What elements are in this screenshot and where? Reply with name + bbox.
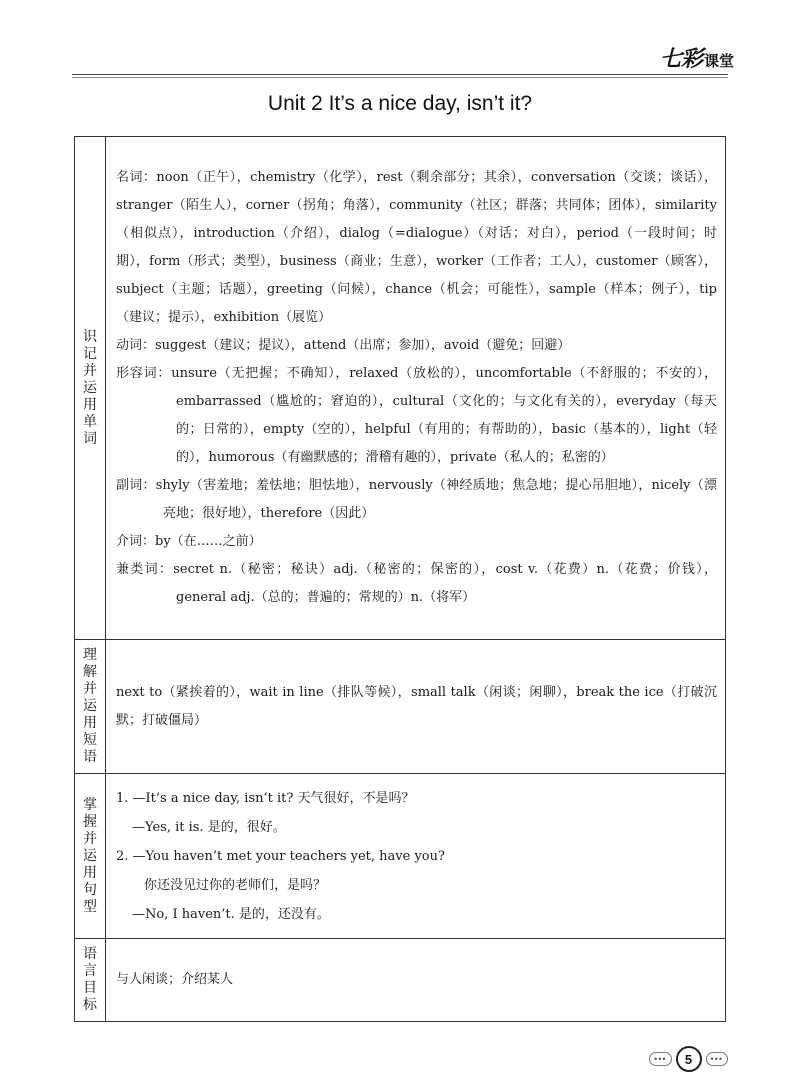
multi-class-entry: 兼类词：secret n.（秘密；秘诀）adj.（秘密的；保密的），cost v.（花费）n.（花费；价钱），general adj.（总的；普遍的；常规的）n.（将军） <box>116 562 717 605</box>
goals-text: 与人闲谈；介绍某人 <box>116 972 234 987</box>
brand-logo-script: 七彩 <box>659 46 702 72</box>
sentences-content <box>106 774 726 939</box>
label-char: 语 <box>83 946 97 962</box>
page-number: 5 <box>676 1046 702 1072</box>
adverbs-entry: 副词：shyly（害羞地；羞怯地；胆怯地），nervously（神经质地；焦急地；提心吊胆地），nicely（漂亮地；很好地），therefore（因此） <box>116 478 717 521</box>
label-char: 记 <box>83 345 97 362</box>
label-char: 握 <box>83 813 97 830</box>
section-label-sentences <box>75 797 105 916</box>
label-cell-sentences <box>75 774 106 939</box>
label-char: 用 <box>83 715 97 731</box>
vocab-table <box>74 136 726 1022</box>
sentence-line: 1. —It’s a nice day, isn’t it? 天气很好，不是吗？ <box>116 790 415 806</box>
label-cell-phrases <box>75 640 106 774</box>
phrases-content <box>106 640 726 774</box>
row-words <box>75 137 726 640</box>
sentence-line: —No, I haven’t. 是的，还没有。 <box>132 906 330 922</box>
goals-content <box>106 939 726 1022</box>
label-char: 句 <box>83 881 97 898</box>
verbs-entry: 动词：suggest（建议；提议），attend（出席；参加），avoid（避免；回避） <box>116 338 571 353</box>
sentence-line: 你还没见过你的老师们，是吗？ <box>144 877 327 893</box>
label-char: 并 <box>83 830 97 847</box>
dots-left-icon: ••• <box>649 1052 671 1066</box>
label-char: 标 <box>83 997 97 1013</box>
label-char: 运 <box>83 379 97 396</box>
label-char: 解 <box>83 664 97 680</box>
header-rule <box>72 74 728 75</box>
label-char: 型 <box>83 898 97 915</box>
section-label-goals <box>75 946 105 1014</box>
row-sentences <box>75 774 726 939</box>
words-content <box>106 137 726 640</box>
label-char: 用 <box>83 396 97 413</box>
row-goals <box>75 939 726 1022</box>
label-char: 掌 <box>83 796 97 813</box>
label-char: 运 <box>83 847 97 864</box>
sentence-line: 2. —You haven’t met your teachers yet, have you? <box>116 848 445 864</box>
label-cell-words <box>75 137 106 640</box>
page-number-badge <box>649 1046 728 1072</box>
nouns-entry: 名词：noon（正午），chemistry（化学），rest（剩余部分；其余），conversation（交谈；谈话），stranger（陌生人），corner（拐角；角落），community（社区；群落；共同体；团体），similarity（相似点），introduction（介绍），dialog（=dialogue）（对话；对白），period（一段时间；时期），form（形式；类型），business（商业；生意），worker（工作者；工人），customer（顾客），subject（主题；话题），greeting（问候），chance（机会；可能性），sample（样本；例子），tip（建议；提示），exhibition（展览） <box>116 170 717 325</box>
label-char: 运 <box>83 698 97 714</box>
adjectives-entry: 形容词：unsure（无把握；不确知），relaxed（放松的），uncomfortable（不舒服的；不安的），embarrassed（尴尬的；窘迫的），cultural（文化的；与文化有关的），everyday（每天的；日常的），empty（空的），helpful（有用的；有帮助的），basic（基本的），light（轻的），humorous（有幽默感的；滑稽有趣的），private（私人的；私密的） <box>116 366 717 465</box>
label-char: 单 <box>83 413 97 430</box>
row-phrases <box>75 640 726 774</box>
label-char: 用 <box>83 864 97 881</box>
label-char: 并 <box>83 681 97 697</box>
brand-logo <box>660 42 734 73</box>
header-rule-thin <box>72 77 728 78</box>
label-char: 并 <box>83 362 97 379</box>
unit-title: Unit 2 It’s a nice day, isn’t it? <box>267 92 533 115</box>
sentence-line: —Yes, it is. 是的，很好。 <box>132 819 286 835</box>
label-cell-goals <box>75 939 106 1022</box>
label-char: 理 <box>83 647 97 663</box>
section-label-phrases <box>75 647 105 766</box>
phrases-text: next to（紧挨着的），wait in line（排队等候），small talk（闲谈；闲聊），break the ice（打破沉默；打破僵局） <box>116 684 717 728</box>
label-char: 目 <box>83 980 97 996</box>
label-char: 识 <box>83 328 97 345</box>
dots-right-icon: ••• <box>706 1052 728 1066</box>
label-char: 语 <box>83 749 97 765</box>
label-char: 词 <box>83 430 97 447</box>
brand-logo-text: 课堂 <box>703 52 734 70</box>
label-char: 言 <box>83 963 97 979</box>
prepositions-entry: 介词：by（在……之前） <box>116 534 262 549</box>
label-char: 短 <box>83 732 97 748</box>
section-label-words <box>75 329 105 448</box>
